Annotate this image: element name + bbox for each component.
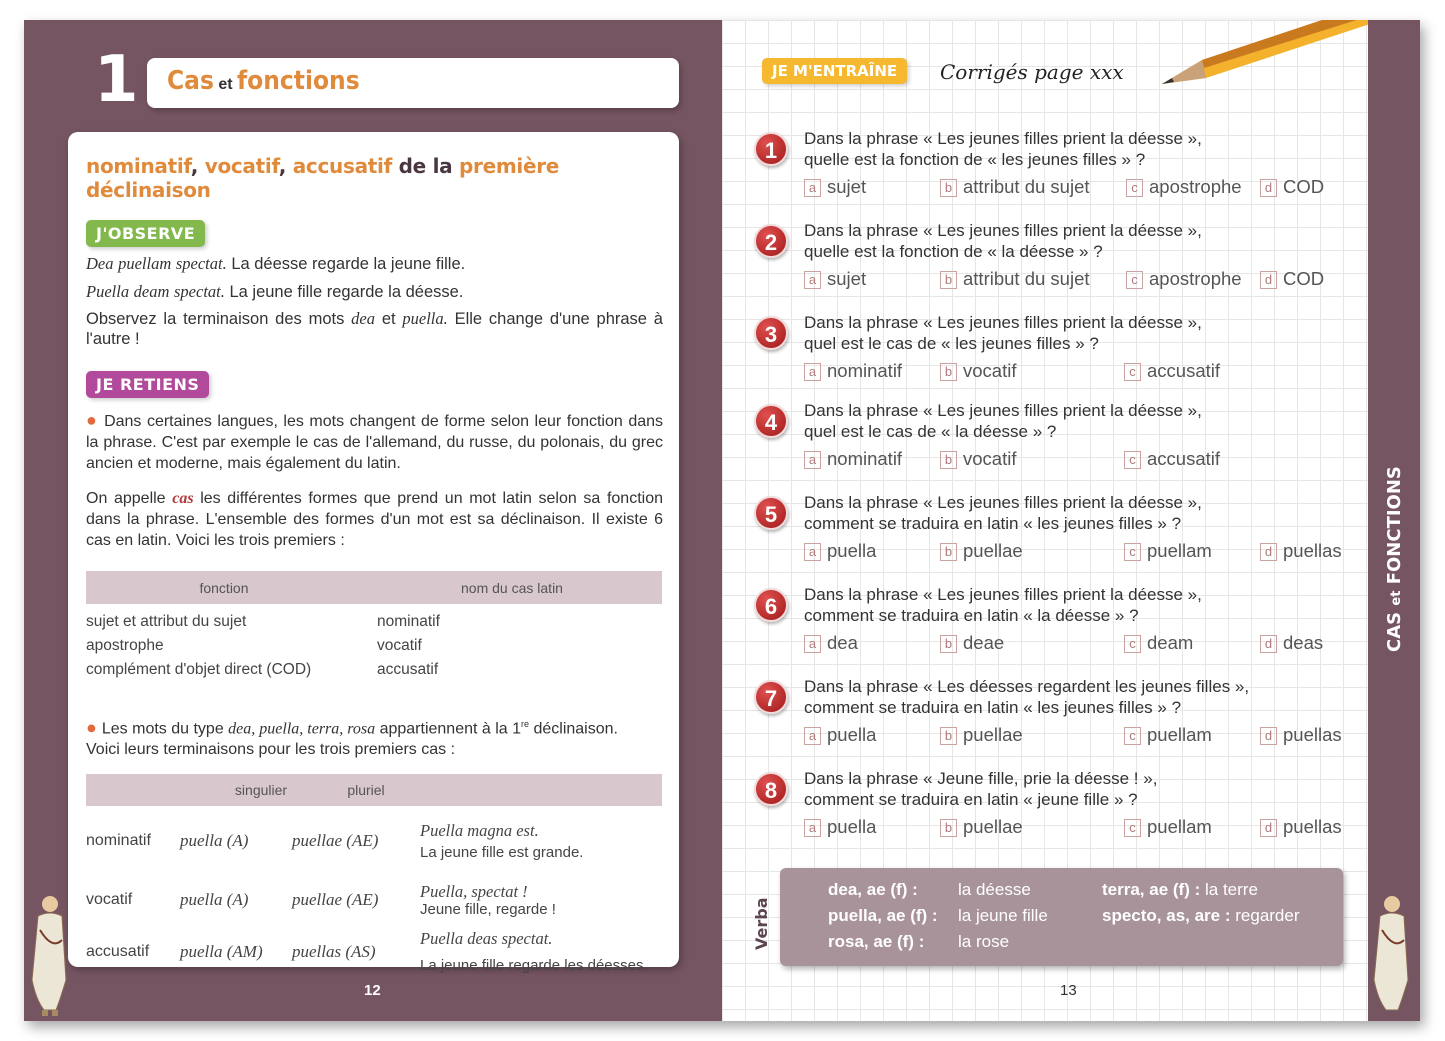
verba-definition: la déesse bbox=[958, 880, 1031, 899]
option-label: nominatif bbox=[827, 360, 903, 381]
verba-definition: la jeune fille bbox=[958, 906, 1048, 925]
latin-word: dea bbox=[351, 309, 375, 328]
observe-line-1 bbox=[86, 253, 663, 275]
pencil-icon bbox=[1162, 20, 1382, 100]
left-page bbox=[24, 20, 722, 1021]
singular-form: puella (A) bbox=[180, 890, 249, 910]
answer-option-c[interactable] bbox=[1126, 176, 1242, 198]
checkbox-a[interactable]: a bbox=[804, 819, 821, 837]
side-title-word: FONCTIONS bbox=[1384, 466, 1405, 585]
question-number-badge: 7 bbox=[754, 680, 788, 714]
checkbox-b[interactable]: b bbox=[940, 727, 957, 745]
option-label: COD bbox=[1283, 176, 1325, 197]
french-translation: La jeune fille regarde la déesse. bbox=[224, 283, 464, 301]
verba-term: puella, ae (f) : bbox=[828, 906, 938, 925]
answer-options bbox=[804, 268, 1364, 292]
question-number-badge: 8 bbox=[754, 772, 788, 806]
option-label: puella bbox=[827, 724, 877, 745]
answer-option-b[interactable] bbox=[940, 724, 1023, 746]
answer-option-c[interactable] bbox=[1124, 816, 1212, 838]
function-case-table bbox=[86, 571, 662, 682]
plural-form: puellae (AE) bbox=[292, 890, 379, 910]
option-label: deas bbox=[1283, 632, 1324, 653]
option-label: puellae bbox=[963, 540, 1023, 561]
checkbox-a[interactable]: a bbox=[804, 451, 821, 469]
checkbox-c[interactable]: c bbox=[1124, 543, 1141, 561]
example bbox=[420, 926, 662, 979]
option-label: accusatif bbox=[1147, 360, 1221, 381]
plural-form: puellae (AE) bbox=[292, 831, 379, 851]
question-text bbox=[804, 584, 1202, 626]
question-line: quelle est la fonction de « les jeunes filles » ? bbox=[804, 150, 1146, 169]
latin-words: dea, puella, terra, rosa bbox=[228, 720, 376, 738]
latin-word: Dea bbox=[86, 254, 114, 273]
chapter-title bbox=[147, 58, 679, 108]
cell: nominatif bbox=[377, 613, 440, 630]
checkbox-b[interactable]: b bbox=[940, 635, 957, 653]
text: Voici leurs terminaisons pour les trois premiers cas : bbox=[86, 741, 456, 759]
retiens-paragraph-2 bbox=[86, 488, 663, 551]
answer-option-d[interactable] bbox=[1260, 176, 1324, 198]
side-strip bbox=[1368, 20, 1420, 1021]
title-joiner: et bbox=[218, 76, 233, 93]
answer-options bbox=[804, 176, 1364, 200]
answer-option-b[interactable] bbox=[940, 448, 1016, 470]
answer-options bbox=[804, 724, 1364, 748]
option-label: sujet bbox=[827, 268, 867, 289]
checkbox-d[interactable]: d bbox=[1260, 543, 1277, 561]
example-latin: Puella deas spectat. bbox=[420, 928, 553, 948]
answer-option-b[interactable] bbox=[940, 632, 1004, 654]
table-header bbox=[86, 774, 662, 806]
question-line: quel est le cas de « les jeunes filles » ? bbox=[804, 334, 1099, 353]
question-number-badge: 5 bbox=[754, 496, 788, 530]
text: et bbox=[375, 310, 403, 328]
bullet-icon: ● bbox=[86, 410, 105, 430]
answer-options bbox=[804, 540, 1364, 564]
latin-word: puellam bbox=[118, 254, 172, 273]
page-number-left: 12 bbox=[364, 982, 381, 999]
latin-word: deam bbox=[133, 282, 170, 301]
checkbox-b[interactable]: b bbox=[940, 271, 957, 289]
checkbox-d[interactable]: d bbox=[1260, 819, 1277, 837]
verba-entry bbox=[828, 932, 924, 952]
option-label: puellae bbox=[963, 816, 1023, 837]
option-label: puellam bbox=[1147, 724, 1212, 745]
example-french: La jeune fille regarde les déesses. bbox=[420, 956, 648, 974]
table-row bbox=[86, 876, 662, 924]
question-line: Dans la phrase « Les jeunes filles prient la déesse », bbox=[804, 129, 1202, 148]
checkbox-c[interactable]: c bbox=[1124, 451, 1141, 469]
question-number-badge: 4 bbox=[754, 404, 788, 438]
answer-option-c[interactable] bbox=[1124, 360, 1220, 382]
bullet-icon: ● bbox=[86, 717, 102, 738]
verba-label: Verba bbox=[752, 897, 771, 950]
french-translation: La déesse regarde la jeune fille. bbox=[226, 255, 466, 273]
case-name: vocatif bbox=[86, 891, 133, 909]
checkbox-b[interactable]: b bbox=[940, 363, 957, 381]
checkbox-a[interactable]: a bbox=[804, 363, 821, 381]
answer-option-c[interactable] bbox=[1124, 540, 1212, 562]
example-latin: Puella, spectat ! bbox=[420, 881, 528, 901]
superscript: re bbox=[521, 719, 530, 729]
question-line: Dans la phrase « Jeune fille, prie la déesse ! », bbox=[804, 769, 1158, 788]
option-label: puella bbox=[827, 816, 877, 837]
roman-statue-icon bbox=[26, 890, 70, 1020]
cell: apostrophe bbox=[86, 637, 164, 654]
retiens-tag: JE RETIENS bbox=[86, 371, 209, 398]
option-label: puellae bbox=[963, 724, 1023, 745]
chapter-number: 1 bbox=[94, 43, 139, 117]
question-line: Dans la phrase « Les jeunes filles prient la déesse », bbox=[804, 585, 1202, 604]
singular-form: puella (AM) bbox=[180, 942, 263, 962]
option-label: puellas bbox=[1283, 540, 1342, 561]
question-line: quelle est la fonction de « la déesse » ? bbox=[804, 242, 1103, 261]
question-line: Dans la phrase « Les jeunes filles prient la déesse », bbox=[804, 401, 1202, 420]
verba-term: terra, ae (f) : bbox=[1102, 880, 1201, 899]
answer-option-a[interactable] bbox=[804, 448, 902, 470]
case-name: accusatif bbox=[86, 943, 150, 961]
option-label: sujet bbox=[827, 176, 867, 197]
latin-word: spectat. bbox=[174, 282, 225, 301]
answer-option-d[interactable] bbox=[1260, 268, 1324, 290]
side-title bbox=[1382, 466, 1406, 660]
declension-table bbox=[86, 774, 662, 980]
question-number-badge: 1 bbox=[754, 132, 788, 166]
table-row bbox=[86, 806, 662, 876]
verba-term: dea, ae (f) : bbox=[828, 880, 918, 899]
question-line: Dans la phrase « Les déesses regardent les jeunes filles », bbox=[804, 677, 1250, 696]
question-text bbox=[804, 492, 1202, 534]
option-label: dea bbox=[827, 632, 858, 653]
table-row bbox=[86, 658, 662, 682]
option-label: puellam bbox=[1147, 540, 1212, 561]
verba-entry bbox=[828, 880, 918, 900]
cell: complément d'objet direct (COD) bbox=[86, 661, 312, 678]
question-text bbox=[804, 128, 1202, 170]
answer-option-d[interactable] bbox=[1260, 632, 1323, 654]
question-number-badge: 3 bbox=[754, 316, 788, 350]
answer-option-c[interactable] bbox=[1126, 268, 1242, 290]
roman-statue-icon bbox=[1370, 890, 1414, 1020]
retiens-paragraph-3 bbox=[86, 714, 663, 760]
text: On appelle bbox=[86, 490, 173, 507]
cell: vocatif bbox=[377, 637, 422, 654]
term-cas: cas bbox=[172, 490, 194, 507]
checkbox-a[interactable]: a bbox=[804, 271, 821, 289]
text: déclinaison. bbox=[529, 720, 618, 738]
title-part-2: fonctions bbox=[237, 66, 360, 96]
checkbox-c[interactable]: c bbox=[1126, 179, 1143, 197]
checkbox-a[interactable]: a bbox=[804, 179, 821, 197]
checkbox-d[interactable]: d bbox=[1260, 635, 1277, 653]
option-label: nominatif bbox=[827, 448, 903, 469]
checkbox-d[interactable]: d bbox=[1260, 179, 1277, 197]
observe-line-3 bbox=[86, 309, 663, 349]
answer-option-a[interactable] bbox=[804, 268, 866, 290]
question-line: Dans la phrase « Les jeunes filles prient la déesse », bbox=[804, 221, 1202, 240]
table-row bbox=[86, 924, 662, 980]
question-text bbox=[804, 768, 1157, 810]
verba-entry bbox=[828, 906, 938, 926]
table-row bbox=[86, 610, 662, 634]
option-label: attribut du sujet bbox=[963, 176, 1090, 197]
answer-options bbox=[804, 632, 1364, 656]
text: Les mots du type bbox=[101, 720, 229, 738]
question-line: comment se traduira en latin « les jeunes filles » ? bbox=[804, 698, 1182, 717]
subtitle-sep: , bbox=[278, 154, 293, 178]
answer-option-a[interactable] bbox=[804, 540, 876, 562]
entraine-tag: JE M'ENTRAÎNE bbox=[762, 58, 907, 84]
question-number-badge: 6 bbox=[754, 588, 788, 622]
corriges-note: Corrigés page xxx bbox=[940, 60, 1124, 84]
lesson-subtitle bbox=[86, 154, 663, 202]
checkbox-b[interactable]: b bbox=[940, 451, 957, 469]
observe-line-2 bbox=[86, 281, 663, 303]
column-header: pluriel bbox=[347, 782, 385, 799]
cell: sujet et attribut du sujet bbox=[86, 613, 247, 630]
verba-definition: regarder bbox=[1235, 906, 1300, 925]
option-label: vocatif bbox=[963, 448, 1017, 469]
option-label: puella bbox=[827, 540, 877, 561]
verba-definition: la terre bbox=[1204, 880, 1258, 899]
verba-entry bbox=[1102, 906, 1300, 926]
checkbox-b[interactable]: b bbox=[940, 179, 957, 197]
answer-options bbox=[804, 816, 1364, 840]
retiens-paragraph-1 bbox=[86, 410, 663, 474]
checkbox-a[interactable]: a bbox=[804, 635, 821, 653]
text: appartiennent à la 1 bbox=[375, 720, 522, 738]
table-row bbox=[86, 634, 662, 658]
checkbox-a[interactable]: a bbox=[804, 543, 821, 561]
checkbox-c[interactable]: c bbox=[1126, 271, 1143, 289]
subtitle-word: première déclinaison bbox=[86, 154, 560, 202]
option-label: apostrophe bbox=[1149, 268, 1242, 289]
checkbox-b[interactable]: b bbox=[940, 543, 957, 561]
answer-option-b[interactable] bbox=[940, 540, 1023, 562]
case-name: nominatif bbox=[86, 832, 151, 850]
example bbox=[420, 820, 662, 863]
side-title-word: et bbox=[1389, 590, 1404, 606]
page-number-right: 13 bbox=[1060, 982, 1077, 999]
book-spread bbox=[24, 20, 1420, 1021]
checkbox-c[interactable]: c bbox=[1124, 363, 1141, 381]
verba-term: rosa, ae (f) : bbox=[828, 932, 925, 951]
checkbox-c[interactable]: c bbox=[1124, 819, 1141, 837]
answer-options bbox=[804, 448, 1364, 472]
question-line: Dans la phrase « Les jeunes filles prient la déesse », bbox=[804, 313, 1202, 332]
subtitle-word: vocatif bbox=[204, 154, 279, 178]
example bbox=[420, 883, 662, 918]
answer-option-c[interactable] bbox=[1124, 448, 1220, 470]
answer-option-a[interactable] bbox=[804, 816, 876, 838]
plural-form: puellas (AS) bbox=[292, 942, 376, 962]
example-french: Jeune fille, regarde ! bbox=[420, 900, 556, 918]
answer-option-b[interactable] bbox=[940, 268, 1090, 290]
column-header: singulier bbox=[234, 782, 288, 799]
text: Elle change d'une phrase à l'autre ! bbox=[86, 310, 663, 348]
option-label: accusatif bbox=[1147, 448, 1221, 469]
subtitle-word: accusatif bbox=[292, 154, 392, 178]
cell: accusatif bbox=[377, 661, 439, 678]
answer-option-b[interactable] bbox=[940, 360, 1016, 382]
singular-form: puella (A) bbox=[180, 831, 249, 851]
example-latin: Puella magna est. bbox=[420, 820, 539, 840]
verba-entry bbox=[1102, 880, 1258, 900]
answer-option-c[interactable] bbox=[1124, 724, 1212, 746]
answer-option-d[interactable] bbox=[1260, 540, 1342, 562]
question-text bbox=[804, 400, 1202, 442]
latin-word: Puella bbox=[86, 282, 130, 301]
latin-word: puella. bbox=[402, 309, 448, 328]
option-label: deae bbox=[963, 632, 1005, 653]
option-label: puellas bbox=[1283, 816, 1342, 837]
answer-option-a[interactable] bbox=[804, 360, 902, 382]
verba-box bbox=[780, 868, 1343, 966]
option-label: vocatif bbox=[963, 360, 1017, 381]
lesson-card bbox=[68, 132, 679, 974]
question-text bbox=[804, 676, 1249, 718]
question-line: comment se traduira en latin « jeune fille » ? bbox=[804, 790, 1138, 809]
option-label: COD bbox=[1283, 268, 1325, 289]
option-label: puellas bbox=[1283, 724, 1342, 745]
option-label: deam bbox=[1147, 632, 1194, 653]
question-line: quel est le cas de « la déesse » ? bbox=[804, 422, 1057, 441]
subtitle-word: nominatif bbox=[86, 154, 191, 178]
subtitle-sep: , bbox=[190, 154, 205, 178]
table-header bbox=[86, 571, 662, 604]
answer-option-c[interactable] bbox=[1124, 632, 1193, 654]
checkbox-d[interactable]: d bbox=[1260, 727, 1277, 745]
option-label: attribut du sujet bbox=[963, 268, 1090, 289]
example-french: La jeune fille est grande. bbox=[420, 843, 584, 861]
answer-option-a[interactable] bbox=[804, 632, 858, 654]
answer-option-b[interactable] bbox=[940, 176, 1090, 198]
text: Observez la terminaison des mots bbox=[86, 310, 352, 328]
answer-option-d[interactable] bbox=[1260, 816, 1342, 838]
question-text bbox=[804, 220, 1202, 262]
answer-option-b[interactable] bbox=[940, 816, 1023, 838]
verba-definition: la rose bbox=[958, 932, 1010, 951]
column-header: nom du cas latin bbox=[461, 579, 563, 596]
answer-options bbox=[804, 360, 1364, 384]
question-text bbox=[804, 312, 1202, 354]
checkbox-b[interactable]: b bbox=[940, 819, 957, 837]
checkbox-a[interactable]: a bbox=[804, 727, 821, 745]
text: Dans certaines langues, les mots changent de forme selon leur fonction dans la phrase. C'est par exemple le cas de l'allemand, du russe, du polonais, du grec ancien et moderne, mais également du latin. bbox=[86, 413, 664, 472]
verba-term: specto, as, are : bbox=[1102, 906, 1231, 925]
option-label: apostrophe bbox=[1149, 176, 1242, 197]
checkbox-d[interactable]: d bbox=[1260, 271, 1277, 289]
answer-option-a[interactable] bbox=[804, 176, 866, 198]
text: les différentes formes que prend un mot latin selon sa fonction dans la phrase. L'ensemble des formes d'un mot est sa déclinaison. Il existe 6 cas en latin. Voici les trois premiers : bbox=[86, 490, 664, 549]
answer-option-a[interactable] bbox=[804, 724, 876, 746]
column-header: fonction bbox=[199, 579, 249, 596]
option-label: puellam bbox=[1147, 816, 1212, 837]
checkbox-c[interactable]: c bbox=[1124, 727, 1141, 745]
question-number-badge: 2 bbox=[754, 224, 788, 258]
observe-tag: J'OBSERVE bbox=[86, 220, 205, 247]
question-line: Dans la phrase « Les jeunes filles prient la déesse », bbox=[804, 493, 1202, 512]
latin-word: spectat. bbox=[175, 254, 227, 273]
subtitle-sep: de la bbox=[392, 154, 460, 178]
side-title-word: CAS bbox=[1384, 611, 1405, 652]
right-page bbox=[722, 20, 1420, 1021]
title-part-1: Cas bbox=[167, 66, 214, 96]
answer-option-d[interactable] bbox=[1260, 724, 1342, 746]
question-line: comment se traduira en latin « les jeunes filles » ? bbox=[804, 514, 1182, 533]
checkbox-c[interactable]: c bbox=[1124, 635, 1141, 653]
question-line: comment se traduira en latin « la déesse » ? bbox=[804, 606, 1139, 625]
